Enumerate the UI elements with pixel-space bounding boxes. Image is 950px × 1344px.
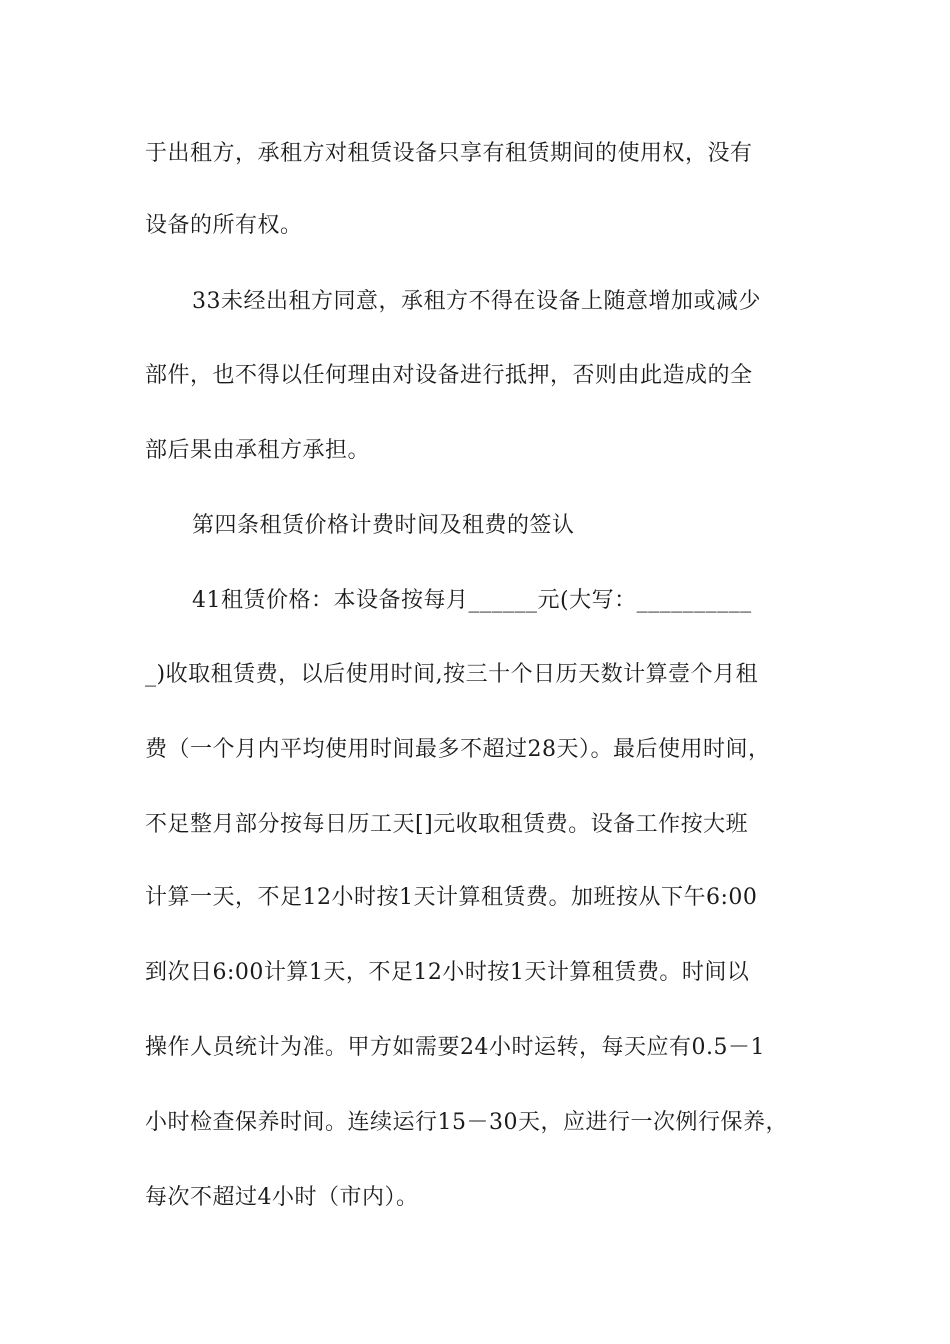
text-line: 到次日6:00计算1天，不足12小时按1天计算租赁费。时间以 — [145, 960, 750, 985]
text-line: 部后果由承租方承担。 — [145, 438, 371, 463]
paragraph-start-line: 41租赁价格：本设备按每月______元(大写：__________ — [192, 588, 752, 613]
paragraph-start-line: 33未经出租方同意，承租方不得在设备上随意增加或减少 — [192, 289, 761, 314]
text-line: 部件，也不得以任何理由对设备进行抵押，否则由此造成的全 — [145, 363, 753, 388]
text-line: 于出租方，承租方对租赁设备只享有租赁期间的使用权，没有 — [145, 141, 753, 166]
section-heading: 第四条租赁价格计费时间及租费的签认 — [192, 513, 575, 538]
text-line: 操作人员统计为准。甲方如需要24小时运转，每天应有0.5－1 — [145, 1035, 765, 1060]
text-line: 小时检查保养时间。连续运行15－30天，应进行一次例行保养， — [145, 1110, 788, 1135]
text-line: 计算一天，不足12小时按1天计算租赁费。加班按从下午6:00 — [145, 885, 758, 910]
text-line: 每次不超过4小时（市内）。 — [145, 1185, 419, 1210]
text-line: 不足整月部分按每日历工天[]元收取租赁费。设备工作按大班 — [145, 812, 749, 837]
text-line: _)收取租赁费，以后使用时间,按三十个日历天数计算壹个月租 — [145, 662, 759, 687]
text-line: 设备的所有权。 — [145, 213, 303, 238]
text-line: 费（一个月内平均使用时间最多不超过28天）。最后使用时间， — [145, 737, 771, 762]
